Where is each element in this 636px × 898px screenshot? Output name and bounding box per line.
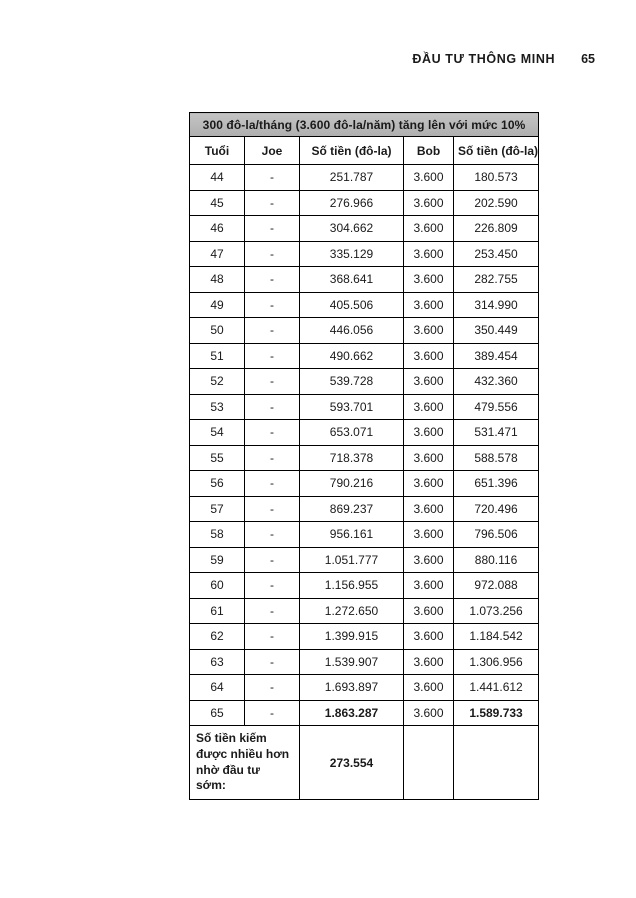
- table-title: 300 đô-la/tháng (3.600 đô-la/năm) tăng lên với mức 10%: [190, 113, 539, 137]
- table-row: [190, 165, 539, 191]
- column-header-bob-amount: Số tiền (đô-la): [454, 137, 539, 165]
- table-cell: 1.272.650: [300, 598, 404, 624]
- table-cell: 1.399.915: [300, 624, 404, 650]
- table-row: [190, 700, 539, 726]
- table-row: [190, 241, 539, 267]
- table-cell: 48: [190, 267, 245, 293]
- table-cell: -: [245, 700, 300, 726]
- table-cell: -: [245, 598, 300, 624]
- table-row: [190, 292, 539, 318]
- table-cell: 304.662: [300, 216, 404, 242]
- table-cell: 479.556: [454, 394, 539, 420]
- table-cell: 796.506: [454, 522, 539, 548]
- footer-empty-cell: [454, 726, 539, 800]
- table-cell: 58: [190, 522, 245, 548]
- table-row: [190, 496, 539, 522]
- table-cell: 1.051.777: [300, 547, 404, 573]
- table-cell: 432.360: [454, 369, 539, 395]
- column-header-age: Tuổi: [190, 137, 245, 165]
- table-cell: 1.693.897: [300, 675, 404, 701]
- table-cell: -: [245, 496, 300, 522]
- table-cell: 3.600: [404, 624, 454, 650]
- table-row: [190, 369, 539, 395]
- table-row: [190, 522, 539, 548]
- table-cell: 63: [190, 649, 245, 675]
- table-cell: 718.378: [300, 445, 404, 471]
- table-cell: 651.396: [454, 471, 539, 497]
- table-cell: 61: [190, 598, 245, 624]
- table-cell: 51: [190, 343, 245, 369]
- table-cell: 1.306.956: [454, 649, 539, 675]
- table-row: [190, 471, 539, 497]
- table-cell: -: [245, 292, 300, 318]
- table-cell: 47: [190, 241, 245, 267]
- table-cell: 3.600: [404, 598, 454, 624]
- column-header-joe: Joe: [245, 137, 300, 165]
- footer-label: Số tiền kiếm được nhiều hơn nhờ đầu tư sớm:: [190, 726, 300, 800]
- table-cell: 368.641: [300, 267, 404, 293]
- table-cell: 790.216: [300, 471, 404, 497]
- table-cell: -: [245, 267, 300, 293]
- table-footer-row: [190, 726, 539, 800]
- table-cell: 54: [190, 420, 245, 446]
- table-cell: 251.787: [300, 165, 404, 191]
- page-number: 65: [581, 52, 595, 66]
- table-row: [190, 216, 539, 242]
- table-cell: 314.990: [454, 292, 539, 318]
- table-header-row: [190, 137, 539, 165]
- table-cell: 3.600: [404, 496, 454, 522]
- table-row: [190, 445, 539, 471]
- table-cell: 3.600: [404, 165, 454, 191]
- table-cell: 1.863.287: [300, 700, 404, 726]
- table-cell: 3.600: [404, 573, 454, 599]
- table-cell: 1.589.733: [454, 700, 539, 726]
- table-cell: -: [245, 675, 300, 701]
- table-cell: 282.755: [454, 267, 539, 293]
- table-cell: -: [245, 445, 300, 471]
- table-row: [190, 598, 539, 624]
- table-cell: 1.441.612: [454, 675, 539, 701]
- table-cell: -: [245, 649, 300, 675]
- table-cell: 3.600: [404, 343, 454, 369]
- table-cell: 3.600: [404, 190, 454, 216]
- table-cell: 53: [190, 394, 245, 420]
- table-cell: 3.600: [404, 369, 454, 395]
- table-cell: 253.450: [454, 241, 539, 267]
- table-cell: 3.600: [404, 700, 454, 726]
- table-cell: 3.600: [404, 522, 454, 548]
- table-cell: 1.073.256: [454, 598, 539, 624]
- table-cell: 44: [190, 165, 245, 191]
- table-cell: 531.471: [454, 420, 539, 446]
- table-row: [190, 343, 539, 369]
- table-cell: 3.600: [404, 547, 454, 573]
- table-row: [190, 573, 539, 599]
- table-cell: 52: [190, 369, 245, 395]
- table-cell: -: [245, 216, 300, 242]
- table-cell: 593.701: [300, 394, 404, 420]
- table-cell: 3.600: [404, 318, 454, 344]
- table-cell: 55: [190, 445, 245, 471]
- table-cell: 956.161: [300, 522, 404, 548]
- table-cell: 3.600: [404, 471, 454, 497]
- table-cell: 588.578: [454, 445, 539, 471]
- table-cell: 49: [190, 292, 245, 318]
- table-cell: 3.600: [404, 420, 454, 446]
- table-cell: 1.184.542: [454, 624, 539, 650]
- footer-value: 273.554: [300, 726, 404, 800]
- table-cell: 539.728: [300, 369, 404, 395]
- table-cell: 226.809: [454, 216, 539, 242]
- table-cell: -: [245, 624, 300, 650]
- table-cell: 56: [190, 471, 245, 497]
- table-cell: 1.539.907: [300, 649, 404, 675]
- table-cell: 869.237: [300, 496, 404, 522]
- table-cell: 3.600: [404, 649, 454, 675]
- table-row: [190, 190, 539, 216]
- table-cell: 446.056: [300, 318, 404, 344]
- table-cell: -: [245, 522, 300, 548]
- table-cell: -: [245, 547, 300, 573]
- table-cell: 3.600: [404, 216, 454, 242]
- investment-table: [189, 112, 539, 800]
- table-cell: 720.496: [454, 496, 539, 522]
- table-cell: 3.600: [404, 675, 454, 701]
- table-cell: -: [245, 241, 300, 267]
- table-cell: 3.600: [404, 267, 454, 293]
- table-cell: 972.088: [454, 573, 539, 599]
- table-cell: 65: [190, 700, 245, 726]
- table-cell: 60: [190, 573, 245, 599]
- table-cell: 405.506: [300, 292, 404, 318]
- table-cell: 880.116: [454, 547, 539, 573]
- column-header-joe-amount: Số tiền (đô-la): [300, 137, 404, 165]
- table-row: [190, 624, 539, 650]
- table-cell: -: [245, 318, 300, 344]
- table-cell: 3.600: [404, 241, 454, 267]
- table-cell: 180.573: [454, 165, 539, 191]
- table-cell: 62: [190, 624, 245, 650]
- table-cell: 45: [190, 190, 245, 216]
- table-cell: 3.600: [404, 292, 454, 318]
- table-cell: -: [245, 394, 300, 420]
- table-cell: -: [245, 573, 300, 599]
- table-row: [190, 318, 539, 344]
- table-cell: 202.590: [454, 190, 539, 216]
- running-head-title: ĐẦU TƯ THÔNG MINH: [412, 52, 556, 66]
- table-row: [190, 420, 539, 446]
- table-cell: -: [245, 369, 300, 395]
- table-row: [190, 547, 539, 573]
- table-cell: 64: [190, 675, 245, 701]
- table-cell: 653.071: [300, 420, 404, 446]
- table-cell: -: [245, 420, 300, 446]
- table-cell: -: [245, 343, 300, 369]
- table-row: [190, 675, 539, 701]
- table-cell: -: [245, 471, 300, 497]
- table-cell: 276.966: [300, 190, 404, 216]
- table-cell: 1.156.955: [300, 573, 404, 599]
- table-row: [190, 267, 539, 293]
- table-cell: 57: [190, 496, 245, 522]
- table-title-row: [190, 113, 539, 137]
- running-head: [0, 52, 595, 66]
- table-cell: 3.600: [404, 445, 454, 471]
- table-row: [190, 394, 539, 420]
- table-cell: 59: [190, 547, 245, 573]
- table-cell: 389.454: [454, 343, 539, 369]
- table-cell: -: [245, 165, 300, 191]
- table-cell: 3.600: [404, 394, 454, 420]
- table-cell: 490.662: [300, 343, 404, 369]
- table-cell: -: [245, 190, 300, 216]
- table-cell: 335.129: [300, 241, 404, 267]
- table-body: [190, 165, 539, 726]
- footer-empty-cell: [404, 726, 454, 800]
- table-row: [190, 649, 539, 675]
- table-cell: 350.449: [454, 318, 539, 344]
- table-cell: 50: [190, 318, 245, 344]
- column-header-bob: Bob: [404, 137, 454, 165]
- table-cell: 46: [190, 216, 245, 242]
